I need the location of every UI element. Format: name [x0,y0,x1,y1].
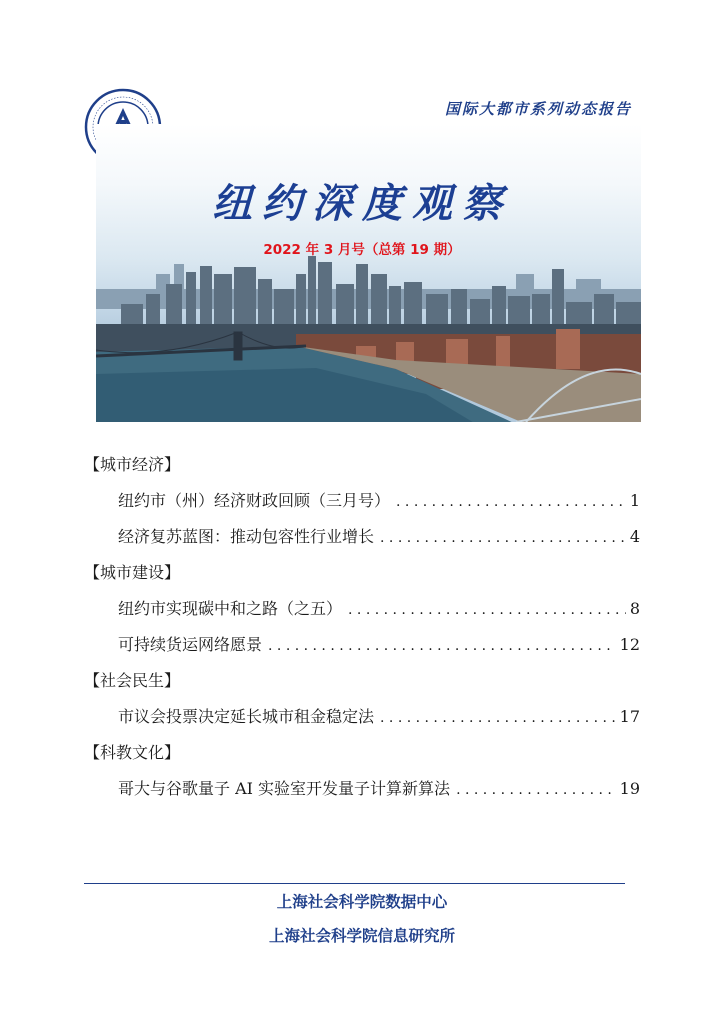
toc-entry-title: 哥大与谷歌量子 AI 实验室开发量子计算新算法 [118,779,451,798]
toc-entry-title: 市议会投票决定延长城市租金稳定法 [118,707,375,726]
toc-entry-page: 19 [619,779,640,798]
toc-entry-page: 8 [629,599,640,618]
toc-leader-dots [456,775,616,805]
footer-divider [84,883,625,884]
footer-org-data-center: 上海社会科学院数据中心 [276,893,448,911]
toc-section-heading: 【科教文化】 [84,743,181,762]
toc-entry-page: 17 [619,707,640,726]
toc-leader-dots [268,631,616,661]
series-title: 国际大都市系列动态报告 [444,100,632,118]
footer-org-info-institute: 上海社会科学院信息研究所 [268,927,455,945]
toc-entry-title: 经济复苏蓝图：推动包容性行业增长 [118,527,375,546]
table-of-contents [84,450,640,810]
toc-entry[interactable] [84,522,640,558]
toc-section-heading: 【城市建设】 [84,563,181,582]
toc-entry[interactable] [84,774,640,810]
toc-entry-page: 4 [629,527,640,546]
toc-entry-title: 纽约市（州）经济财政回顾（三月号） [118,491,391,510]
toc-entry-title: 可持续货运网络愿景 [118,635,263,654]
toc-section-heading: 【城市经济】 [84,455,181,474]
issue-number: 2022 年 3 月号（总第 19 期） [263,242,461,258]
toc-entry-page: 1 [629,491,640,510]
toc-entry[interactable] [84,594,640,630]
toc-leader-dots [380,523,626,553]
toc-leader-dots [348,595,626,625]
toc-section-heading: 【社会民生】 [84,671,181,690]
toc-entry[interactable] [84,630,640,666]
toc-leader-dots [380,703,616,733]
toc-leader-dots [396,487,626,517]
toc-entry-page: 12 [619,635,640,654]
cover-image [96,124,641,422]
toc-entry-title: 纽约市实现碳中和之路（之五） [118,599,343,618]
toc-entry[interactable] [84,486,640,522]
toc-entry[interactable] [84,702,640,738]
report-title: 纽约深度观察 [212,181,512,227]
